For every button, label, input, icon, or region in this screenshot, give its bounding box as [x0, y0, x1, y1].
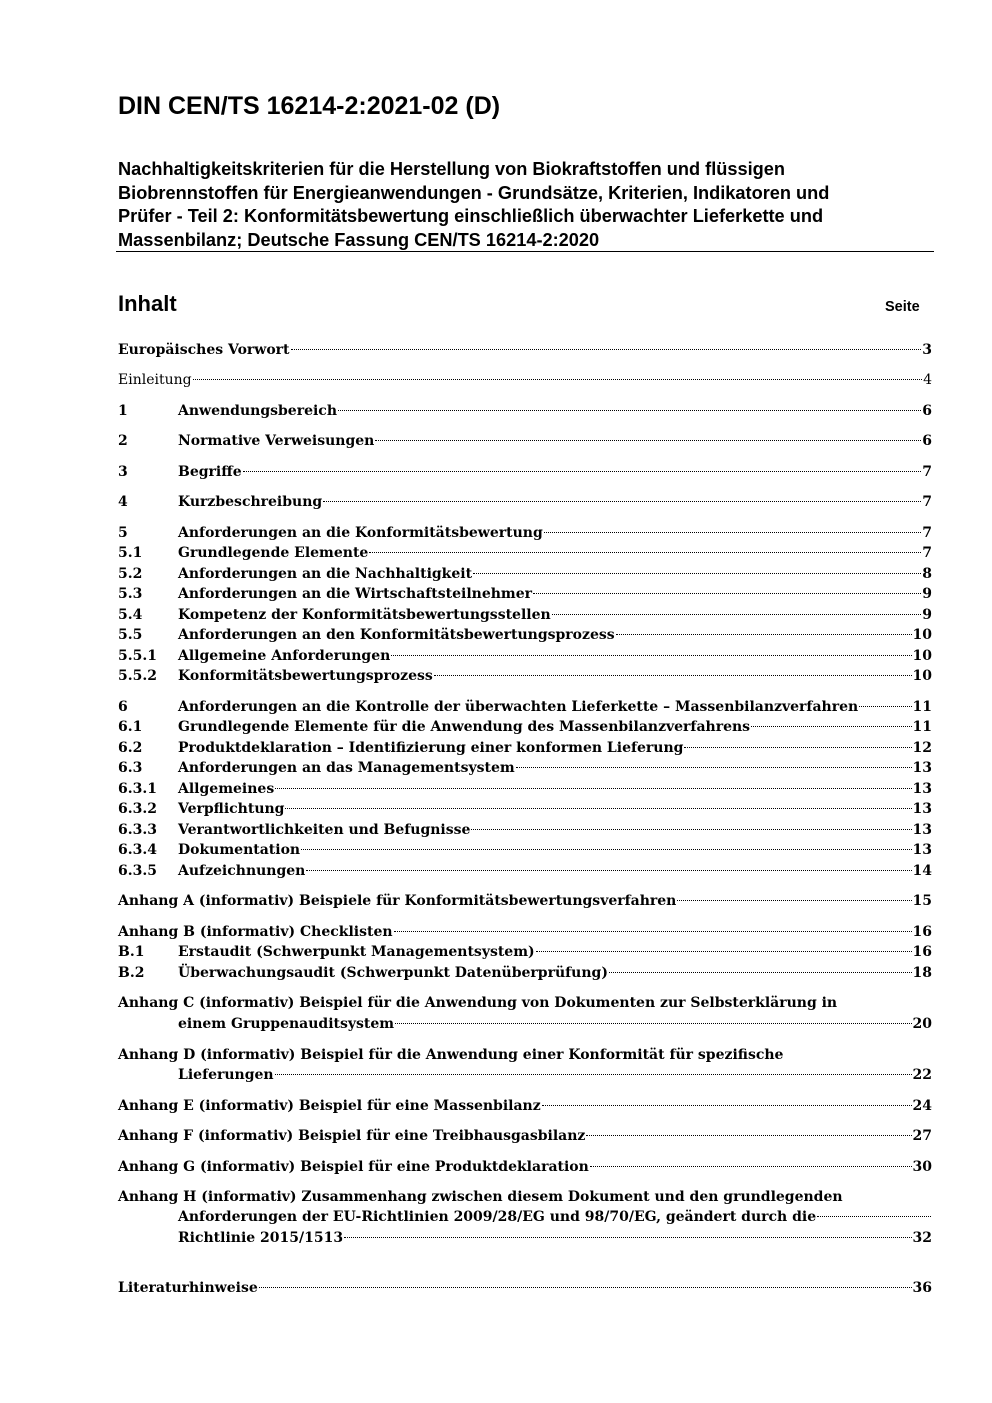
- toc-entry[interactable]: [118, 431, 932, 451]
- toc-dot-leader: [369, 552, 921, 553]
- toc-entry[interactable]: [118, 462, 932, 482]
- toc-entry-page: 22: [912, 1067, 932, 1083]
- toc-dot-leader: [677, 900, 911, 901]
- toc-entry[interactable]: [118, 564, 932, 584]
- toc-entry[interactable]: [118, 646, 932, 666]
- toc-dot-leader: [344, 1237, 911, 1238]
- toc-entry-number: 1: [118, 403, 128, 419]
- toc-entry[interactable]: [118, 820, 932, 840]
- toc-entry[interactable]: [118, 738, 932, 758]
- toc-entry-page: 15: [912, 893, 932, 909]
- toc-entry-number: B.1: [118, 944, 145, 960]
- subtitle-line: Prüfer - Teil 2: Konformitätsbewertung einschließlich überwachter Lieferkette und: [118, 206, 824, 226]
- toc-entry-page: 11: [912, 719, 932, 735]
- toc-entry-page: 20: [912, 1016, 932, 1032]
- toc-entry[interactable]: [118, 492, 932, 512]
- toc-entry-page: 11: [912, 699, 932, 715]
- toc-entry[interactable]: [118, 697, 932, 717]
- toc-entry-number: 5.1: [118, 545, 143, 561]
- toc-dot-leader: [817, 1216, 931, 1217]
- toc-entry[interactable]: [118, 1228, 932, 1248]
- toc-entry-number: 6.3.1: [118, 781, 157, 797]
- toc-entry-label: Europäisches Vorwort: [118, 342, 290, 358]
- toc-entry-number: 6.1: [118, 719, 143, 735]
- toc-entry-number: 5.5.2: [118, 668, 157, 684]
- toc-entry-label: Anhang E (informativ) Beispiel für eine Massenbilanz: [118, 1098, 541, 1114]
- toc-entry-number: 5: [118, 525, 128, 541]
- toc-entry-label: Literaturhinweise: [118, 1280, 258, 1296]
- toc-entry-label: einem Gruppenauditsystem: [178, 1016, 395, 1032]
- toc-dot-leader: [516, 767, 912, 768]
- toc-entry-number: 5.5.1: [118, 648, 157, 664]
- toc-dot-leader: [323, 501, 921, 502]
- toc-entry-page: 13: [912, 760, 932, 776]
- toc-dot-leader: [552, 614, 922, 615]
- toc-dot-leader: [285, 808, 911, 809]
- toc-entry-label: Konformitätsbewertungsprozess: [178, 668, 433, 684]
- toc-entry-page: 10: [912, 627, 932, 643]
- toc-entry[interactable]: [118, 963, 932, 983]
- toc-entry-label: Dokumentation: [178, 842, 301, 858]
- toc-entry-label: Kompetenz der Konformitätsbewertungsstellen: [178, 607, 551, 623]
- toc-entry-page: 13: [912, 801, 932, 817]
- toc-entry[interactable]: [118, 861, 932, 881]
- toc-dot-leader: [291, 349, 922, 350]
- toc-entry-label: Grundlegende Elemente: [178, 545, 369, 561]
- toc-entry-page: 18: [912, 965, 932, 981]
- toc-entry-label: Anwendungsbereich: [178, 403, 337, 419]
- toc-entry-number: 6.3.4: [118, 842, 157, 858]
- toc-entry[interactable]: [118, 1065, 932, 1085]
- toc-entry[interactable]: [118, 1187, 932, 1207]
- toc-dot-leader: [301, 849, 911, 850]
- toc-entry-label: Erstaudit (Schwerpunkt Managementsystem): [178, 944, 535, 960]
- toc-entry-label: Produktdeklaration – Identifizierung einer konformen Lieferung: [178, 740, 684, 756]
- toc-entry-page: 7: [922, 525, 932, 541]
- document-subtitle: [118, 158, 934, 252]
- toc-entry-label: Richtlinie 2015/1513: [178, 1230, 344, 1246]
- toc-entry-number: 6.2: [118, 740, 143, 756]
- toc-entry[interactable]: [118, 1096, 932, 1116]
- toc-dot-leader: [536, 951, 912, 952]
- toc-entry[interactable]: [118, 1045, 932, 1065]
- toc-entry-label: Verantwortlichkeiten und Befugnisse: [178, 822, 471, 838]
- toc-dot-leader: [395, 1023, 911, 1024]
- toc-entry-page: 30: [912, 1159, 932, 1175]
- toc-entry[interactable]: [118, 840, 932, 860]
- toc-entry-label: Allgemeine Anforderungen: [178, 648, 391, 664]
- toc-dot-leader: [306, 870, 911, 871]
- toc-entry-number: 5.5: [118, 627, 143, 643]
- toc-entry[interactable]: [118, 942, 932, 962]
- toc-entry[interactable]: [118, 605, 932, 625]
- toc-entry-page: 4: [923, 372, 932, 388]
- toc-entry-number: 5.4: [118, 607, 143, 623]
- toc-entry-page: 7: [922, 494, 932, 510]
- title-divider: [116, 251, 934, 252]
- toc-entry[interactable]: [118, 584, 932, 604]
- toc-entry-label: Anforderungen der EU-Richtlinien 2009/28/EG und 98/70/EG, geändert durch die: [178, 1209, 817, 1225]
- toc-entry[interactable]: [118, 523, 932, 543]
- toc-entry-page: 7: [922, 545, 932, 561]
- toc-entry-page: 9: [922, 586, 932, 602]
- toc-entry-number: 6.3.3: [118, 822, 157, 838]
- toc-entry[interactable]: [118, 922, 932, 942]
- toc-entry-label: Anforderungen an die Konformitätsbewertung: [178, 525, 543, 541]
- toc-entry[interactable]: [118, 1014, 932, 1034]
- toc-entry-label: Anhang G (informativ) Beispiel für eine Produktdeklaration: [118, 1159, 589, 1175]
- toc-dot-leader: [544, 532, 922, 533]
- toc-dot-leader: [684, 747, 911, 748]
- toc-entry[interactable]: [118, 370, 932, 390]
- toc-dot-leader: [243, 471, 922, 472]
- toc-entry-page: 7: [922, 464, 932, 480]
- toc-entry-number: 4: [118, 494, 128, 510]
- toc-entry-label: Anforderungen an die Kontrolle der überwachten Lieferkette – Massenbilanzverfahren: [178, 699, 859, 715]
- toc-entry-number: 6.3.5: [118, 863, 157, 879]
- toc-dot-leader: [751, 726, 911, 727]
- toc-entry-page: 6: [922, 433, 932, 449]
- toc-entry-label: Aufzeichnungen: [178, 863, 306, 879]
- toc-dot-leader: [193, 379, 923, 380]
- toc-entry-number: 6.3.2: [118, 801, 157, 817]
- toc-entry-label: Einleitung: [118, 372, 192, 388]
- toc-entry-page: 27: [912, 1128, 932, 1144]
- toc-entry-label: Anhang B (informativ) Checklisten: [118, 924, 393, 940]
- toc-entry-page: 12: [912, 740, 932, 756]
- toc-dot-leader: [609, 972, 912, 973]
- toc-entry-label: Grundlegende Elemente für die Anwendung des Massenbilanzverfahrens: [178, 719, 751, 735]
- toc-entry[interactable]: [118, 891, 932, 911]
- toc-entry[interactable]: [118, 993, 932, 1013]
- toc-entry-page: 24: [912, 1098, 932, 1114]
- toc-entry-page: 13: [912, 781, 932, 797]
- toc-dot-leader: [275, 1074, 912, 1075]
- toc-entry-label: Überwachungsaudit (Schwerpunkt Datenüberprüfung): [178, 965, 608, 981]
- subtitle-line: Biobrennstoffen für Energieanwendungen - Grundsätze, Kriterien, Indikatoren und: [118, 182, 830, 203]
- toc-entry-number: 3: [118, 464, 128, 480]
- toc-entry-page: 6: [922, 403, 932, 419]
- toc-entry-label: Anforderungen an die Wirtschaftsteilnehmer: [178, 586, 533, 602]
- toc-entry-number: 6.3: [118, 760, 143, 776]
- toc-entry-page: 10: [912, 648, 932, 664]
- toc-entry[interactable]: [118, 717, 932, 737]
- toc-entry-label: Normative Verweisungen: [178, 433, 375, 449]
- toc-dot-leader: [590, 1166, 912, 1167]
- toc-dot-leader: [616, 634, 912, 635]
- toc-entry-page: 16: [912, 924, 932, 940]
- toc-entry-page: 3: [922, 342, 932, 358]
- toc-dot-leader: [391, 655, 911, 656]
- toc-entry-label: Anhang C (informativ) Beispiel für die Anwendung von Dokumenten zur Selbsterklärung in: [118, 995, 838, 1011]
- toc-entry-page: 13: [912, 822, 932, 838]
- toc-entry-number: 5.2: [118, 566, 143, 582]
- toc-entry-label: Anhang A (informativ) Beispiele für Konformitätsbewertungsverfahren: [118, 893, 677, 909]
- toc-entry-number: 6: [118, 699, 128, 715]
- toc-dot-leader: [338, 410, 921, 411]
- toc-entry-number: 2: [118, 433, 128, 449]
- toc-entry[interactable]: [118, 1278, 932, 1298]
- toc-entry-page: 10: [912, 668, 932, 684]
- toc-entry[interactable]: [118, 1207, 932, 1227]
- toc-dot-leader: [375, 440, 921, 441]
- toc-entry[interactable]: [118, 340, 932, 360]
- toc-entry-label: Anforderungen an den Konformitätsbewertungsprozess: [178, 627, 615, 643]
- toc-entry-page: 13: [912, 842, 932, 858]
- toc-entry-label: Anforderungen an die Nachhaltigkeit: [178, 566, 473, 582]
- page-column-label: Seite: [885, 299, 920, 315]
- toc-dot-leader: [533, 593, 921, 594]
- toc-entry-label: Allgemeines: [178, 781, 275, 797]
- toc-entry-label: Begriffe: [178, 464, 242, 480]
- toc-entry[interactable]: [118, 758, 932, 778]
- toc-entry-page: 36: [912, 1280, 932, 1296]
- toc-entry-label: Anhang D (informativ) Beispiel für die Anwendung einer Konformität für spezifische: [118, 1047, 784, 1063]
- toc-entry[interactable]: [118, 666, 932, 686]
- toc-entry-page: 14: [912, 863, 932, 879]
- toc-dot-leader: [394, 931, 912, 932]
- toc-entry-label: Anhang F (informativ) Beispiel für eine Treibhausgasbilanz: [118, 1128, 586, 1144]
- toc-entry-label: Verpflichtung: [178, 801, 285, 817]
- toc-entry-number: 5.3: [118, 586, 143, 602]
- toc-entry[interactable]: [118, 799, 932, 819]
- toc-dot-leader: [473, 573, 921, 574]
- subtitle-line: Nachhaltigkeitskriterien für die Herstellung von Biokraftstoffen und flüssigen: [118, 159, 785, 179]
- toc-entry[interactable]: [118, 401, 932, 421]
- toc-dot-leader: [471, 829, 911, 830]
- toc-entry-number: B.2: [118, 965, 145, 981]
- toc-entry-page: 32: [912, 1230, 932, 1246]
- toc-heading: Inhalt: [118, 291, 177, 316]
- document-title: DIN CEN/TS 16214-2:2021-02 (D): [118, 92, 501, 120]
- toc-entry-page: 9: [922, 607, 932, 623]
- toc-entry-label: Anforderungen an das Managementsystem: [178, 760, 515, 776]
- toc-entry-label: Kurzbeschreibung: [178, 494, 323, 510]
- toc-entry-page: 16: [912, 944, 932, 960]
- toc-dot-leader: [275, 788, 911, 789]
- toc-entry-label: Anhang H (informativ) Zusammenhang zwischen diesem Dokument und den grundlegenden: [118, 1189, 843, 1205]
- toc-dot-leader: [859, 706, 911, 707]
- toc-entry-label: Lieferungen: [178, 1067, 274, 1083]
- toc-dot-leader: [434, 675, 912, 676]
- subtitle-line: Massenbilanz; Deutsche Fassung CEN/TS 16214-2:2020: [118, 229, 600, 250]
- toc-dot-leader: [259, 1287, 912, 1288]
- toc-entry[interactable]: [118, 625, 932, 645]
- toc-dot-leader: [586, 1135, 911, 1136]
- toc-entry[interactable]: [118, 779, 932, 799]
- toc-entry-page: 8: [922, 566, 932, 582]
- toc-entry[interactable]: [118, 1126, 932, 1146]
- toc-entry[interactable]: [118, 1157, 932, 1177]
- toc-entry[interactable]: [118, 543, 932, 563]
- toc-dot-leader: [542, 1105, 912, 1106]
